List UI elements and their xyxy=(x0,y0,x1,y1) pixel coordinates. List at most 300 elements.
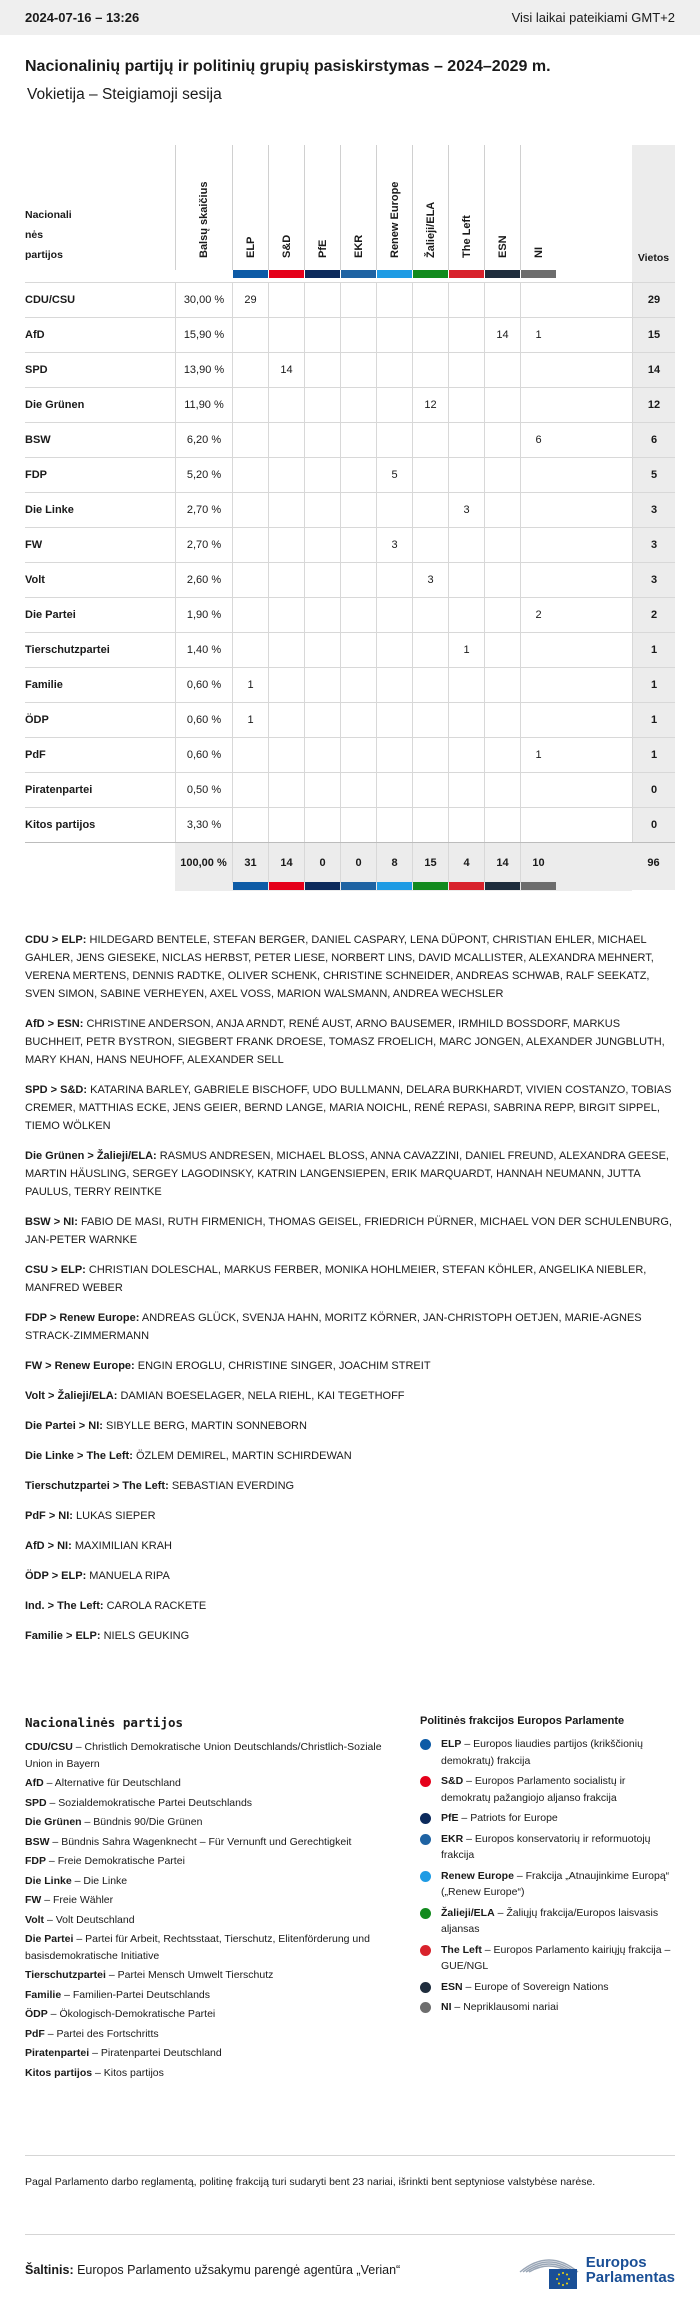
vote-share: 1,90 % xyxy=(175,598,232,632)
group-seat-cell xyxy=(268,458,304,492)
vote-share: 1,40 % xyxy=(175,633,232,667)
group-seat-cell xyxy=(376,563,412,597)
group-seat-cell xyxy=(304,528,340,562)
mep-entry-names: ÖZLEM DEMIREL, MARTIN SCHIRDEWAN xyxy=(135,1450,352,1462)
table-row xyxy=(25,632,675,667)
seat-total: 12 xyxy=(632,388,675,422)
group-seat-cell xyxy=(448,773,484,807)
group-seat-cell xyxy=(232,388,268,422)
group-seat-cell xyxy=(412,668,448,702)
group-seat-cell xyxy=(484,423,520,457)
group-color-bar xyxy=(485,270,520,278)
ep-logo xyxy=(518,2250,675,2290)
national-party-key: SPD xyxy=(25,1796,47,1809)
national-party-key: FW xyxy=(25,1894,42,1906)
group-seat-cell xyxy=(268,668,304,702)
source-line xyxy=(25,2263,400,2277)
group-seat-cell xyxy=(520,283,556,317)
group-seat-cell xyxy=(448,703,484,737)
group-header-ekr xyxy=(340,145,376,270)
group-header--alieji-ela xyxy=(412,145,448,270)
group-seat-cell xyxy=(448,283,484,317)
totals-color-bar xyxy=(377,882,412,890)
national-party-key: AfD xyxy=(25,1777,44,1789)
group-legend-key: The Left xyxy=(441,1943,482,1956)
totals-color-bar xyxy=(449,882,484,890)
party-name: Tierschutzpartei xyxy=(25,644,110,656)
national-party-entry: Volt – Volt Deutschland xyxy=(25,1913,135,1926)
national-party-key: Kitos partijos xyxy=(25,2066,93,2079)
group-header-label: Žalieji/ELA xyxy=(424,201,437,258)
group-color-dot-icon xyxy=(420,1739,431,1750)
distribution-table xyxy=(25,145,675,890)
mep-entry xyxy=(25,1147,675,1201)
group-seat-cell xyxy=(520,773,556,807)
group-seat-cell xyxy=(304,493,340,527)
group-legend-entry xyxy=(420,1979,675,1996)
group-legend-desc: Europos Parlamento kairiųjų frakcija – GUE/NGL xyxy=(441,1943,671,1972)
group-seat-cell xyxy=(376,703,412,737)
group-header-label: ELP xyxy=(244,236,257,258)
group-legend-text: S&D – Europos Parlamento socialistų ir demokratų pažangiojo aljanso frakcija xyxy=(441,1775,626,1804)
mep-entry xyxy=(25,931,675,1003)
mep-entry-names: KATARINA BARLEY, GABRIELE BISCHOFF, UDO BULLMANN, DELARA BURKHARDT, VIVIEN COSTANZO, TOBIAS CREMER, MATTHIAS ECKE, JENS GEIER, BERND LANGE, MARIA NOICHL, RENÉ REPASI, SABRINA REPP, BIRGIT SIPPEL, TIEMO WÖLKEN xyxy=(25,1084,672,1132)
group-seat-cell: 14 xyxy=(268,353,304,387)
mep-entry xyxy=(25,1261,675,1297)
vote-share: 5,20 % xyxy=(175,458,232,492)
national-party-desc: Volt Deutschland xyxy=(55,1913,135,1926)
group-seat-cell xyxy=(376,668,412,702)
group-seat-cell xyxy=(412,773,448,807)
national-party-entry: Die Linke – Die Linke xyxy=(25,1874,128,1887)
mep-entry-names: ENGIN EROGLU, CHRISTINE SINGER, JOACHIM STREIT xyxy=(137,1360,431,1372)
group-color-dot-icon xyxy=(420,1813,431,1824)
party-name: Die Grünen xyxy=(25,399,85,411)
group-seat-cell xyxy=(304,703,340,737)
party-column-header xyxy=(25,205,175,265)
party-name: Familie xyxy=(25,679,63,691)
group-legend-key: NI xyxy=(441,2001,452,2013)
group-seat-cell xyxy=(448,353,484,387)
group-color-bar xyxy=(377,270,412,278)
group-seat-cell xyxy=(268,703,304,737)
group-seat-cell xyxy=(484,703,520,737)
group-seat-cell xyxy=(448,528,484,562)
group-legend-entry xyxy=(420,1942,675,1975)
group-header-label: Renew Europe xyxy=(388,181,401,258)
group-seat-cell xyxy=(376,598,412,632)
mep-entry-names: LUKAS SIEPER xyxy=(76,1510,156,1522)
group-seat-cell xyxy=(376,388,412,422)
group-seat-cell: 2 xyxy=(520,598,556,632)
group-seat-cell xyxy=(268,493,304,527)
page-title: Nacionalinių partijų ir politinių grupių pasiskirstymas – 2024–2029 m. xyxy=(25,58,551,75)
mep-entry xyxy=(25,1627,675,1645)
group-header-label: ESN xyxy=(496,235,509,258)
mep-entry xyxy=(25,1387,675,1405)
group-legend-entry xyxy=(420,1736,675,1769)
group-header-label: S&D xyxy=(280,234,293,258)
mep-entry-key: Die Linke > The Left: xyxy=(25,1450,133,1462)
seat-total: 3 xyxy=(632,528,675,562)
group-color-dot-icon xyxy=(420,1776,431,1787)
seat-total: 15 xyxy=(632,318,675,352)
group-color-dot-icon xyxy=(420,1834,431,1845)
timezone-note: Visi laikai pateikiami GMT+2 xyxy=(511,10,675,25)
party-name: FW xyxy=(25,539,43,551)
mep-entry-key: Ind. > The Left: xyxy=(25,1600,104,1612)
group-seat-cell xyxy=(340,668,376,702)
group-seat-cell xyxy=(340,283,376,317)
group-seat-cell: 3 xyxy=(448,493,484,527)
mep-entry-key: Familie > ELP: xyxy=(25,1630,101,1642)
national-party-key: Die Linke xyxy=(25,1874,72,1887)
group-header-elp xyxy=(232,145,268,270)
group-color-dot-icon xyxy=(420,1945,431,1956)
mep-entry xyxy=(25,1309,675,1345)
group-header-the-left xyxy=(448,145,484,270)
group-legend-entry xyxy=(420,1868,675,1901)
party-name: PdF xyxy=(25,749,46,761)
group-seat-cell xyxy=(412,458,448,492)
group-legend-desc: Patriots for Europe xyxy=(470,1812,558,1824)
group-seat-cell xyxy=(484,808,520,842)
group-seat-cell xyxy=(340,458,376,492)
group-seat-cell xyxy=(232,493,268,527)
group-seat-cell xyxy=(520,563,556,597)
page-subtitle: Vokietija – Steigiamoji sesija xyxy=(27,86,222,103)
party-name: Die Linke xyxy=(25,504,74,516)
group-seat-cell: 6 xyxy=(520,423,556,457)
mep-entry xyxy=(25,1015,675,1069)
logo-line-1: Europos xyxy=(585,2254,647,2271)
national-party-entry: Die Grünen – Bündnis 90/Die Grünen xyxy=(25,1816,203,1828)
group-seat-cell: 14 xyxy=(484,318,520,352)
mep-entry xyxy=(25,1507,675,1525)
group-seat-cell: 1 xyxy=(232,703,268,737)
group-seat-cell xyxy=(412,283,448,317)
group-legend-text: NI – Nepriklausomi nariai xyxy=(441,2001,559,2013)
votes-header-label: Balsų skaičius xyxy=(198,181,210,258)
group-seat-cell xyxy=(412,493,448,527)
mep-entry-key: SPD > S&D: xyxy=(25,1084,88,1096)
mep-entry-key: Die Partei > NI: xyxy=(25,1420,103,1432)
party-name: SPD xyxy=(25,364,48,376)
table-row xyxy=(25,527,675,562)
group-seat-cell xyxy=(448,668,484,702)
mep-entry-names: RASMUS ANDRESEN, MICHAEL BLOSS, ANNA CAVAZZINI, DANIEL FREUND, ALEXANDRA GEESE, MARTIN HÄUSLING, SERGEY LAGODINSKY, KATRIN LANGENSIEPEN, ERIK MARQUARDT, HANNAH NEUMANN, JUTTA PAULUS, TERRY REINTKE xyxy=(25,1150,669,1198)
mep-entry-names: CHRISTIAN DOLESCHAL, MARKUS FERBER, MONIKA HOHLMEIER, STEFAN KÖHLER, ANGELIKA NIEBLER, MANFRED WEBER xyxy=(25,1264,647,1294)
group-seat-cell xyxy=(340,353,376,387)
mep-entry-key: Tierschutzpartei > The Left: xyxy=(25,1480,169,1492)
party-name: Kitos partijos xyxy=(25,819,96,831)
mep-entry xyxy=(25,1081,675,1135)
totals-group-cell: 0 xyxy=(340,843,376,883)
national-party-key: CDU/CSU xyxy=(25,1741,73,1753)
table-row xyxy=(25,737,675,772)
group-seat-cell xyxy=(412,353,448,387)
group-seat-cell xyxy=(448,458,484,492)
table-row xyxy=(25,282,675,317)
mep-entry xyxy=(25,1477,675,1495)
group-seat-cell: 3 xyxy=(412,563,448,597)
national-party-entry: Kitos partijos – Kitos partijos xyxy=(25,2066,164,2079)
group-legend-key: S&D xyxy=(441,1775,464,1787)
national-party-entry: Die Partei – Partei für Arbeit, Rechtsstaat, Tierschutz, Elitenförderung und basisdemokratische Initiative xyxy=(25,1933,370,1962)
group-legend-entry xyxy=(420,1810,675,1827)
party-name: AfD xyxy=(25,329,45,341)
mep-entry-names: NIELS GEUKING xyxy=(103,1630,190,1642)
group-header-renew-europe xyxy=(376,145,412,270)
group-header-label: EKR xyxy=(352,234,365,258)
table-row xyxy=(25,667,675,702)
group-seat-cell xyxy=(520,388,556,422)
group-seat-cell xyxy=(340,318,376,352)
mep-entry xyxy=(25,1447,675,1465)
group-seat-cell xyxy=(484,668,520,702)
group-seat-cell xyxy=(412,598,448,632)
group-seat-cell xyxy=(268,738,304,772)
table-row xyxy=(25,422,675,457)
national-party-desc: Partei für Arbeit, Rechtsstaat, Tierschutz, Elitenförderung und basisdemokratische Initiative xyxy=(25,1933,370,1962)
logo-line-2: Parlamentas xyxy=(585,2269,675,2286)
group-seat-cell xyxy=(448,423,484,457)
table-row xyxy=(25,387,675,422)
national-party-desc: Alternative für Deutschland xyxy=(54,1777,181,1789)
party-header-line: partijos xyxy=(25,249,63,261)
national-party-key: FDP xyxy=(25,1855,46,1867)
group-seat-cell xyxy=(232,458,268,492)
group-seat-cell xyxy=(448,808,484,842)
vote-share: 2,70 % xyxy=(175,493,232,527)
totals-color-bar xyxy=(269,882,304,890)
mep-entry-key: BSW > NI: xyxy=(25,1216,78,1228)
seats-column-header: Vietos xyxy=(637,252,670,264)
mep-entry-names: SEBASTIAN EVERDING xyxy=(171,1480,295,1492)
group-seat-cell xyxy=(340,423,376,457)
national-party-desc: Sozialdemokratische Partei Deutschlands xyxy=(58,1796,253,1809)
table-row xyxy=(25,562,675,597)
group-seat-cell xyxy=(376,353,412,387)
mep-entry xyxy=(25,1597,675,1615)
group-color-bar xyxy=(413,270,448,278)
group-seat-cell xyxy=(340,703,376,737)
vote-share: 0,60 % xyxy=(175,738,232,772)
seat-total: 3 xyxy=(632,493,675,527)
vote-share: 15,90 % xyxy=(175,318,232,352)
mep-entry xyxy=(25,1213,675,1249)
group-seat-cell xyxy=(412,318,448,352)
group-color-bar xyxy=(521,270,556,278)
group-legend-desc: Europe of Sovereign Nations xyxy=(474,1980,609,1993)
national-party-entry: Tierschutzpartei – Partei Mensch Umwelt Tierschutz xyxy=(25,1969,274,1981)
vote-share: 30,00 % xyxy=(175,283,232,317)
vote-share: 0,60 % xyxy=(175,668,232,702)
group-legend-desc: Nepriklausomi nariai xyxy=(463,2001,559,2013)
group-color-dot-icon xyxy=(420,1908,431,1919)
group-header-pfe xyxy=(304,145,340,270)
group-seat-cell: 1 xyxy=(448,633,484,667)
totals-color-bar xyxy=(521,882,556,890)
group-seat-cell xyxy=(376,773,412,807)
group-seat-cell xyxy=(520,458,556,492)
source-label: Šaltinis: xyxy=(25,2263,74,2277)
group-seat-cell xyxy=(304,563,340,597)
mep-entry-names: HILDEGARD BENTELE, STEFAN BERGER, DANIEL CASPARY, LENA DÜPONT, CHRISTIAN EHLER, MICHAEL GAHLER, JENS GIESEKE, NICLAS HERBST, PETER LIESE, NORBERT LINS, DAVID MCALLISTER, ALEXANDRA MEHNERT, VERENA MERTENS, DENNIS RADTKE, OLIVER SCHENK, CHRISTINE SCHNEIDER, ANDREAS SCHWAB, RALF SEEKATZ, SVEN SIMON, SABINE VERHEYEN, AXEL VOSS, MARION WALSMANN, ANDREA WECHSLER xyxy=(25,934,654,1000)
group-seat-cell xyxy=(448,598,484,632)
group-seat-cell xyxy=(304,598,340,632)
group-legend-entry xyxy=(420,1905,675,1938)
group-seat-cell xyxy=(304,283,340,317)
group-seat-cell xyxy=(304,458,340,492)
national-party-desc: Christlich Demokratische Union Deutschlands/Christlich-Soziale Union in Bayern xyxy=(25,1741,382,1770)
mep-entry-names: MAXIMILIAN KRAH xyxy=(74,1540,172,1552)
group-seat-cell xyxy=(520,703,556,737)
national-party-entry: Familie – Familien-Partei Deutschlands xyxy=(25,1988,211,2001)
group-seat-cell xyxy=(268,773,304,807)
vote-share: 0,50 % xyxy=(175,773,232,807)
group-seat-cell xyxy=(268,318,304,352)
mep-entry-names: ANDREAS GLÜCK, SVENJA HAHN, MORITZ KÖRNER, JAN-CHRISTOPH OETJEN, MARIE-AGNES STRACK-ZIMMERMANN xyxy=(25,1312,642,1342)
group-seat-cell xyxy=(376,283,412,317)
seat-total: 6 xyxy=(632,423,675,457)
vote-share: 6,20 % xyxy=(175,423,232,457)
mep-entry-key: ÖDP > ELP: xyxy=(25,1570,87,1582)
national-party-desc: Bündnis Sahra Wagenknecht – Für Vernunft und Gerechtigkeit xyxy=(61,1835,352,1848)
national-party-key: Familie xyxy=(25,1988,62,2001)
national-party-entry: AfD – Alternative für Deutschland xyxy=(25,1777,181,1789)
mep-entry-key: CDU > ELP: xyxy=(25,934,87,946)
totals-group-cell: 15 xyxy=(412,843,448,883)
national-party-entry: CDU/CSU – Christlich Demokratische Union Deutschlands/Christlich-Soziale Union in Bayern xyxy=(25,1741,382,1770)
national-party-desc: Bündnis 90/Die Grünen xyxy=(93,1816,203,1828)
group-legend-key: ELP xyxy=(441,1738,462,1750)
national-party-desc: Ökologisch-Demokratische Partei xyxy=(59,2008,216,2020)
mep-entry-key: FW > Renew Europe: xyxy=(25,1360,135,1372)
group-seat-cell xyxy=(484,598,520,632)
national-party-desc: Kitos partijos xyxy=(103,2066,164,2079)
group-legend-text: ESN – Europe of Sovereign Nations xyxy=(441,1980,609,1993)
ep-emblem-icon xyxy=(518,2250,580,2290)
group-seat-cell xyxy=(376,633,412,667)
group-seat-cell xyxy=(268,808,304,842)
group-legend-key: Renew Europe xyxy=(441,1869,514,1882)
table-row xyxy=(25,807,675,842)
group-legend-text: ELP – Europos liaudies partijos (krikščionių demokratų) frakcija xyxy=(441,1738,643,1767)
group-header-label: The Left xyxy=(460,215,473,258)
legends xyxy=(25,1715,675,2155)
top-bar xyxy=(0,0,700,35)
group-seat-cell xyxy=(412,738,448,772)
party-name: ÖDP xyxy=(25,714,49,726)
mep-entry-names: CAROLA RACKETE xyxy=(106,1600,207,1612)
mep-entry xyxy=(25,1417,675,1435)
group-seat-cell xyxy=(232,423,268,457)
group-seat-cell xyxy=(268,563,304,597)
totals-group-cell: 10 xyxy=(520,843,556,883)
group-legend-desc: Žaliųjų frakcija/Europos laisvasis aljansas xyxy=(441,1906,659,1935)
group-seat-cell xyxy=(484,633,520,667)
group-seat-cell xyxy=(484,353,520,387)
session-datetime: 2024-07-16 – 13:26 xyxy=(25,10,140,25)
party-header-line: Nacionali xyxy=(25,209,72,221)
totals-group-cell: 8 xyxy=(376,843,412,883)
party-name: Die Partei xyxy=(25,609,76,621)
national-party-entry: PdF – Partei des Fortschritts xyxy=(25,2027,159,2040)
group-seat-cell xyxy=(340,598,376,632)
group-seat-cell xyxy=(304,318,340,352)
group-legend-desc: Europos Parlamento socialistų ir demokratų pažangiojo aljanso frakcija xyxy=(441,1775,626,1804)
group-color-bar xyxy=(269,270,304,278)
mep-entry xyxy=(25,1537,675,1555)
group-seat-cell: 1 xyxy=(520,318,556,352)
group-seat-cell xyxy=(484,283,520,317)
group-seat-cell xyxy=(520,633,556,667)
national-party-desc: Partei des Fortschritts xyxy=(56,2027,159,2040)
votes-column-header xyxy=(175,145,232,270)
national-party-desc: Piratenpartei Deutschland xyxy=(100,2047,222,2059)
national-party-key: PdF xyxy=(25,2027,45,2040)
party-name: Piratenpartei xyxy=(25,784,93,796)
group-seat-cell xyxy=(340,738,376,772)
national-party-desc: Freie Wähler xyxy=(53,1894,114,1906)
group-legend-entry xyxy=(420,1999,675,2016)
mep-entry-key: CSU > ELP: xyxy=(25,1264,86,1276)
group-seat-cell: 1 xyxy=(232,668,268,702)
group-seat-cell xyxy=(376,738,412,772)
ep-logo-text xyxy=(586,2255,675,2285)
group-legend-entry xyxy=(420,1831,675,1864)
group-seat-cell xyxy=(520,528,556,562)
totals-color-bar xyxy=(233,882,268,890)
seat-total: 29 xyxy=(632,283,675,317)
seat-total: 1 xyxy=(632,738,675,772)
group-seat-cell xyxy=(412,528,448,562)
group-seat-cell xyxy=(232,318,268,352)
totals-color-bar xyxy=(341,882,376,890)
group-legend-text: PfE – Patriots for Europe xyxy=(441,1812,558,1824)
group-seat-cell xyxy=(376,808,412,842)
group-seat-cell xyxy=(448,318,484,352)
group-seat-cell xyxy=(484,528,520,562)
totals-group-cell: 4 xyxy=(448,843,484,883)
group-color-dot-icon xyxy=(420,1871,431,1882)
totals-votes: 100,00 % xyxy=(180,857,227,869)
group-seat-cell xyxy=(304,773,340,807)
group-legend-key: Žalieji/ELA xyxy=(441,1906,495,1919)
group-legend-desc: Europos liaudies partijos (krikščionių demokratų) frakcija xyxy=(441,1738,643,1767)
group-seat-cell xyxy=(448,563,484,597)
group-seat-cell xyxy=(484,563,520,597)
mep-entry-key: Die Grünen > Žalieji/ELA: xyxy=(25,1150,157,1162)
party-name: Volt xyxy=(25,574,45,586)
mep-entry xyxy=(25,1357,675,1375)
group-seat-cell xyxy=(448,388,484,422)
group-seat-cell: 12 xyxy=(412,388,448,422)
group-legend-desc: Frakcija „Atnaujinkime Europą“ („Renew Europe“) xyxy=(441,1869,670,1898)
national-party-key: Volt xyxy=(25,1913,45,1926)
group-seat-cell xyxy=(304,808,340,842)
group-header-s-d xyxy=(268,145,304,270)
group-seat-cell xyxy=(520,353,556,387)
group-header-label: PfE xyxy=(316,239,329,258)
group-seat-cell xyxy=(268,423,304,457)
group-legend-key: EKR xyxy=(441,1832,464,1845)
group-header-label: NI xyxy=(532,247,545,258)
group-seat-cell xyxy=(376,423,412,457)
mep-entry-names: FABIO DE MASI, RUTH FIRMENICH, THOMAS GEISEL, FRIEDRICH PÜRNER, MICHAEL VON DER SCHULENBURG, JAN-PETER WARNKE xyxy=(25,1216,672,1246)
totals-group-cell: 14 xyxy=(268,843,304,883)
